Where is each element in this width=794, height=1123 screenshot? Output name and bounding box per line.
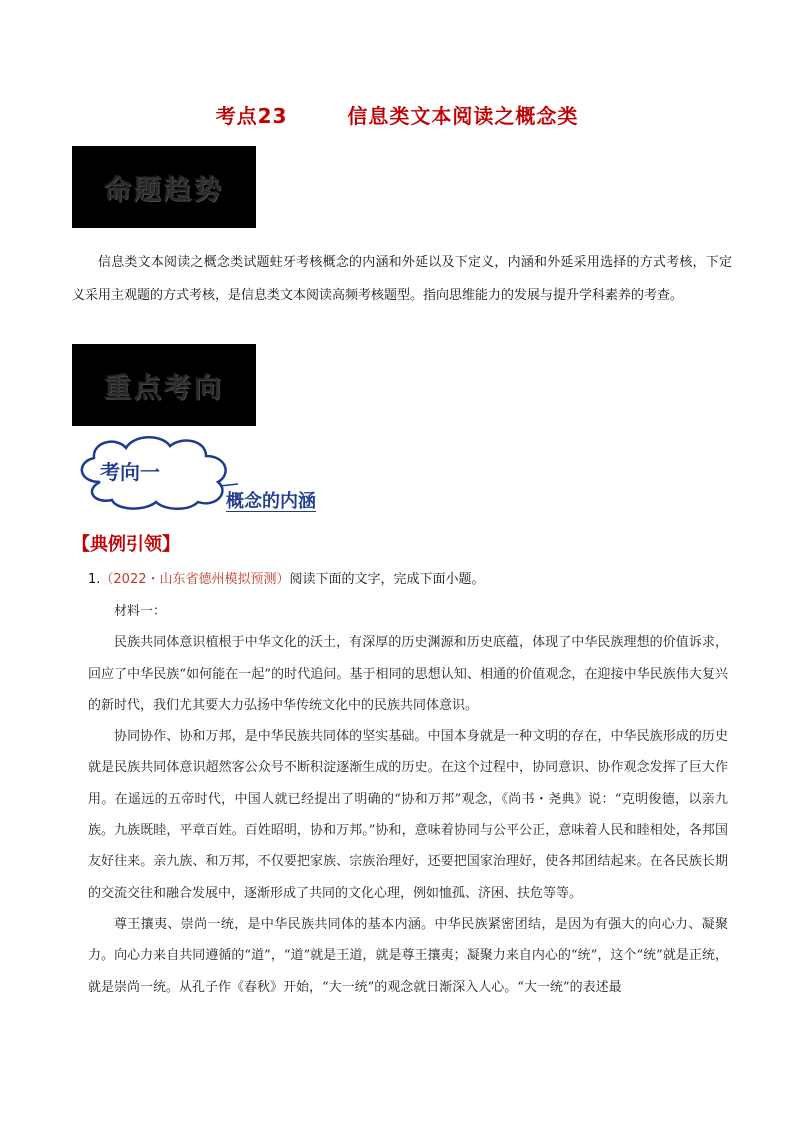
- question-line: [88, 568, 485, 587]
- section-title: 概念的内涵: [226, 491, 316, 512]
- material-body: [88, 596, 728, 1003]
- material-paragraph: 尊王攘夷、崇尚一统，是中华民族共同体的基本内涵。中华民族紧密团结，是因为有强大的向心力、凝聚力。向心力来自共同遵循的“道”，“道”就是王道，就是尊王攘夷；凝聚力来自内心的“统”，这个“统”就是正统，就是崇尚一统。从孔子作《春秋》开始，“大一统”的观念就日渐深入人心。“大一统”的表述最: [88, 916, 728, 995]
- question-source: （2022・山东省德州模拟预测）: [100, 572, 290, 587]
- trend-banner-label: 命题趋势: [104, 174, 224, 206]
- example-header: 【典例引领】: [72, 534, 180, 555]
- page-title-text: 信息类文本阅读之概念类: [347, 104, 579, 128]
- material-paragraph: 民族共同体意识植根于中华文化的沃土，有深厚的历史渊源和历史底蕴，体现了中华民族理想的价值诉求，回应了中华民族“如何能在一起”的时代追问。基于相同的思想认知、相通的价值观念，在迎接中华民族伟大复兴的新时代，我们尤其要大力弘扬中华传统文化中的民族共同体意识。: [88, 635, 728, 713]
- question-prompt: 阅读下面的文字，完成下面小题。: [289, 572, 485, 587]
- material-paragraph: 协同协作、协和万邦，是中华民族共同体的坚实基础。中国本身就是一种文明的存在，中华民族形成的历史就是民族共同体意识超然客公众号不断积淀逐渐生成的历史。在这个过程中，协同意识、协作观念发挥了巨大作用。在遥远的五帝时代，中国人就已经提出了明确的“协和万邦”观念，《尚书・尧典》说：“克明俊德，以亲九族。九族既睦，平章百姓。百姓昭明，协和万邦。”协和，意味着协同与公平公正，意味着人民和睦相处，各邦国友好往来。亲九族、和万邦，不仅要把家族、宗族治理好，还要把国家治理好，使各邦团结起来。在各民族长期的交流交往和融合发展中，逐渐形成了共同的文化心理，例如恤孤、济困、扶危等等。: [88, 729, 728, 901]
- trend-banner: [72, 146, 256, 228]
- intro-paragraph: 信息类文本阅读之概念类试题蛀牙考核概念的内涵和外延以及下定义，内涵和外延采用选择的方式考核，下定义采用主观题的方式考核，是信息类文本阅读高频考核题型。指向思维能力的发展与提升学科素养的考查。: [72, 255, 732, 303]
- material-label: 材料一：: [114, 604, 167, 619]
- direction-badge-label: 考向一: [100, 460, 160, 484]
- question-number: 1.: [88, 572, 101, 587]
- page-title: [0, 100, 794, 129]
- page-title-number: 考点23: [215, 104, 288, 128]
- focus-banner-label: 重点考向: [104, 372, 224, 404]
- focus-banner: [72, 344, 256, 426]
